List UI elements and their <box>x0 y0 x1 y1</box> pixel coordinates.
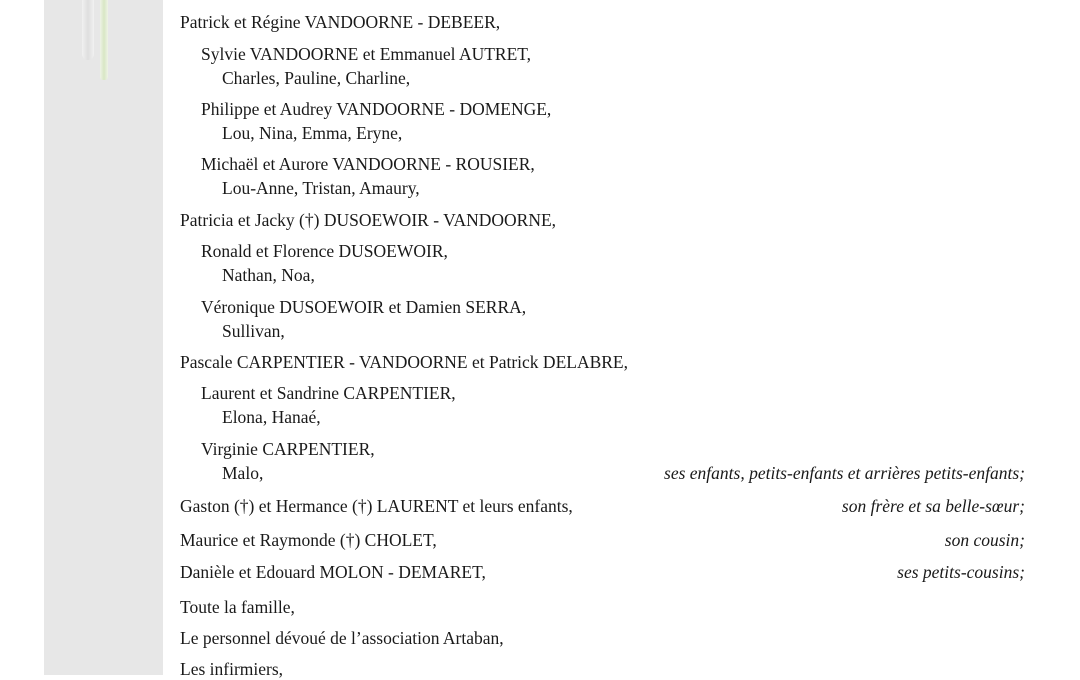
family-line: Toute la famille, <box>180 597 295 617</box>
family-line: Le personnel dévoué de l’association Artaban, <box>180 628 504 648</box>
family-line: Sylvie VANDOORNE et Emmanuel AUTRET, <box>201 44 532 64</box>
family-line: Véronique DUSOEWOIR et Damien SERRA, <box>201 297 527 317</box>
flower-stem-image <box>100 0 108 80</box>
family-line: Maurice et Raymonde (†) CHOLET, <box>180 530 437 550</box>
family-line: Danièle et Edouard MOLON - DEMARET, <box>180 562 486 582</box>
family-line: Sullivan, <box>222 321 285 341</box>
family-line: Michaël et Aurore VANDOORNE - ROUSIER, <box>201 154 535 174</box>
family-line: Malo, <box>222 463 264 483</box>
family-line: Ronald et Florence DUSOEWOIR, <box>201 241 448 261</box>
family-line: Philippe et Audrey VANDOORNE - DOMENGE, <box>201 99 552 119</box>
family-line: Laurent et Sandrine CARPENTIER, <box>201 383 456 403</box>
left-decorative-band <box>44 0 163 675</box>
relation-label: ses petits-cousins; <box>897 562 1025 582</box>
family-line: Charles, Pauline, Charline, <box>222 68 411 88</box>
family-line: Patrick et Régine VANDOORNE - DEBEER, <box>180 12 501 32</box>
relation-label: ses enfants, petits-enfants et arrières petits-enfants; <box>664 463 1025 483</box>
family-line: Pascale CARPENTIER - VANDOORNE et Patrick DELABRE, <box>180 352 628 372</box>
family-line: Les infirmiers, <box>180 659 284 679</box>
family-line: Gaston (†) et Hermance (†) LAURENT et leurs enfants, <box>180 496 573 516</box>
family-line: Patricia et Jacky (†) DUSOEWOIR - VANDOORNE, <box>180 210 557 230</box>
family-line: Lou-Anne, Tristan, Amaury, <box>222 178 420 198</box>
family-line: Elona, Hanaé, <box>222 407 321 427</box>
family-line: Virginie CARPENTIER, <box>201 439 375 459</box>
relation-label: son frère et sa belle-sœur; <box>841 496 1025 516</box>
family-line: Nathan, Noa, <box>222 265 315 285</box>
family-line: Lou, Nina, Emma, Eryne, <box>222 123 403 143</box>
flower-petal-image <box>82 0 94 60</box>
relation-label: son cousin; <box>944 530 1025 550</box>
